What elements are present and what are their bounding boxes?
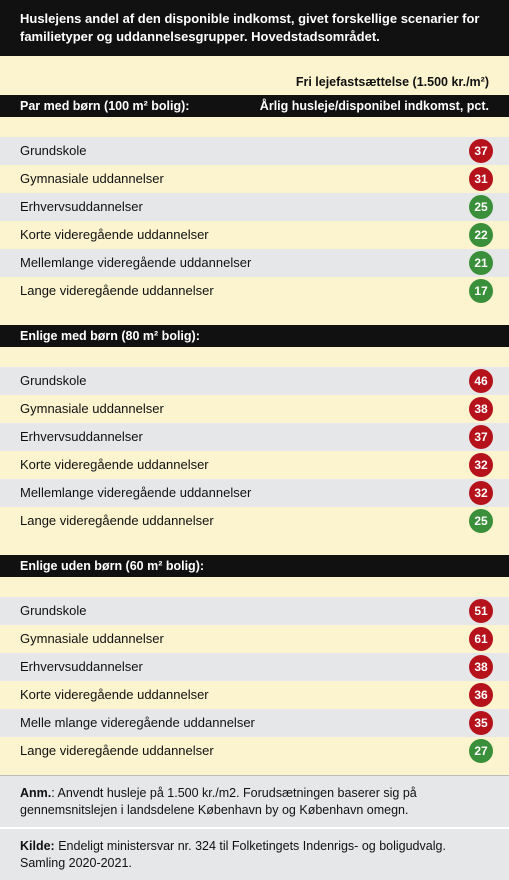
table-row xyxy=(0,451,509,479)
section-gap xyxy=(0,305,509,325)
row-label: Lange videregående uddannelser xyxy=(20,513,214,528)
row-label: Mellemlange videregående uddannelser xyxy=(20,255,252,270)
scenario-label: Fri lejefastsættelse (1.500 kr./m²) xyxy=(295,75,489,89)
section-spacer xyxy=(0,577,509,597)
value-badge: 25 xyxy=(469,509,493,533)
table-row xyxy=(0,625,509,653)
value-badge: 38 xyxy=(469,655,493,679)
row-label: Grundskole xyxy=(20,373,87,388)
row-label: Lange videregående uddannelser xyxy=(20,283,214,298)
value-badge: 21 xyxy=(469,251,493,275)
table-row xyxy=(0,737,509,765)
section-heading-label: Enlige med børn (80 m² bolig): xyxy=(20,329,200,343)
value-badge: 27 xyxy=(469,739,493,763)
table-row xyxy=(0,367,509,395)
table-row xyxy=(0,277,509,305)
value-badge: 37 xyxy=(469,425,493,449)
row-label: Erhvervsuddannelser xyxy=(20,659,143,674)
row-label: Grundskole xyxy=(20,143,87,158)
row-label: Mellemlange videregående uddannelser xyxy=(20,485,252,500)
table-row xyxy=(0,479,509,507)
table-row xyxy=(0,137,509,165)
table-row xyxy=(0,221,509,249)
table-row xyxy=(0,165,509,193)
table-title: Huslejens andel af den disponible indkomst, givet forskellige scenarier for familietyper og uddannelsesgrupper. Hovedstadsområdet. xyxy=(0,0,509,56)
table-row xyxy=(0,507,509,535)
value-badge: 17 xyxy=(469,279,493,303)
row-label: Gymnasiale uddannelser xyxy=(20,171,164,186)
section-gap xyxy=(0,535,509,555)
table-row xyxy=(0,249,509,277)
value-badge: 31 xyxy=(469,167,493,191)
value-badge: 25 xyxy=(469,195,493,219)
value-badge: 61 xyxy=(469,627,493,651)
value-badge: 37 xyxy=(469,139,493,163)
table-row xyxy=(0,653,509,681)
table-row xyxy=(0,709,509,737)
value-badge: 38 xyxy=(469,397,493,421)
value-badge: 46 xyxy=(469,369,493,393)
note-label: Anm. xyxy=(20,786,52,800)
value-badge: 32 xyxy=(469,453,493,477)
row-label: Gymnasiale uddannelser xyxy=(20,631,164,646)
section-heading xyxy=(0,555,509,577)
source-text: Endeligt ministersvar nr. 324 til Folketingets Indenrigs- og boligudvalg. Samling 2020-2021. xyxy=(20,839,446,870)
source-label: Kilde: xyxy=(20,839,55,853)
row-label: Korte videregående uddannelser xyxy=(20,687,209,702)
row-label: Lange videregående uddannelser xyxy=(20,743,214,758)
section-spacer xyxy=(0,347,509,367)
row-label: Korte videregående uddannelser xyxy=(20,457,209,472)
section-heading-label: Par med børn (100 m² bolig): xyxy=(20,99,190,113)
table-body xyxy=(0,95,509,775)
column-label: Årlig husleje/disponibel indkomst, pct. xyxy=(259,99,489,113)
row-label: Erhvervsuddannelser xyxy=(20,429,143,444)
table-row xyxy=(0,681,509,709)
table-row xyxy=(0,193,509,221)
value-badge: 22 xyxy=(469,223,493,247)
section-heading xyxy=(0,95,509,117)
scenario-header xyxy=(0,56,509,95)
row-label: Grundskole xyxy=(20,603,87,618)
table-row xyxy=(0,395,509,423)
row-label: Korte videregående uddannelser xyxy=(20,227,209,242)
source xyxy=(0,827,509,880)
section-heading xyxy=(0,325,509,347)
value-badge: 36 xyxy=(469,683,493,707)
row-label: Gymnasiale uddannelser xyxy=(20,401,164,416)
value-badge: 35 xyxy=(469,711,493,735)
table-row xyxy=(0,423,509,451)
section-gap xyxy=(0,765,509,775)
row-label: Erhvervsuddannelser xyxy=(20,199,143,214)
note xyxy=(0,775,509,827)
row-label: Melle mlange videregående uddannelser xyxy=(20,715,255,730)
table-row xyxy=(0,597,509,625)
section-spacer xyxy=(0,117,509,137)
value-badge: 51 xyxy=(469,599,493,623)
section-heading-label: Enlige uden børn (60 m² bolig): xyxy=(20,559,205,573)
value-badge: 32 xyxy=(469,481,493,505)
note-text: : Anvendt husleje på 1.500 kr./m2. Forudsætningen baserer sig på gennemsnitslejen i landsdelene København by og København omegn. xyxy=(20,786,417,817)
